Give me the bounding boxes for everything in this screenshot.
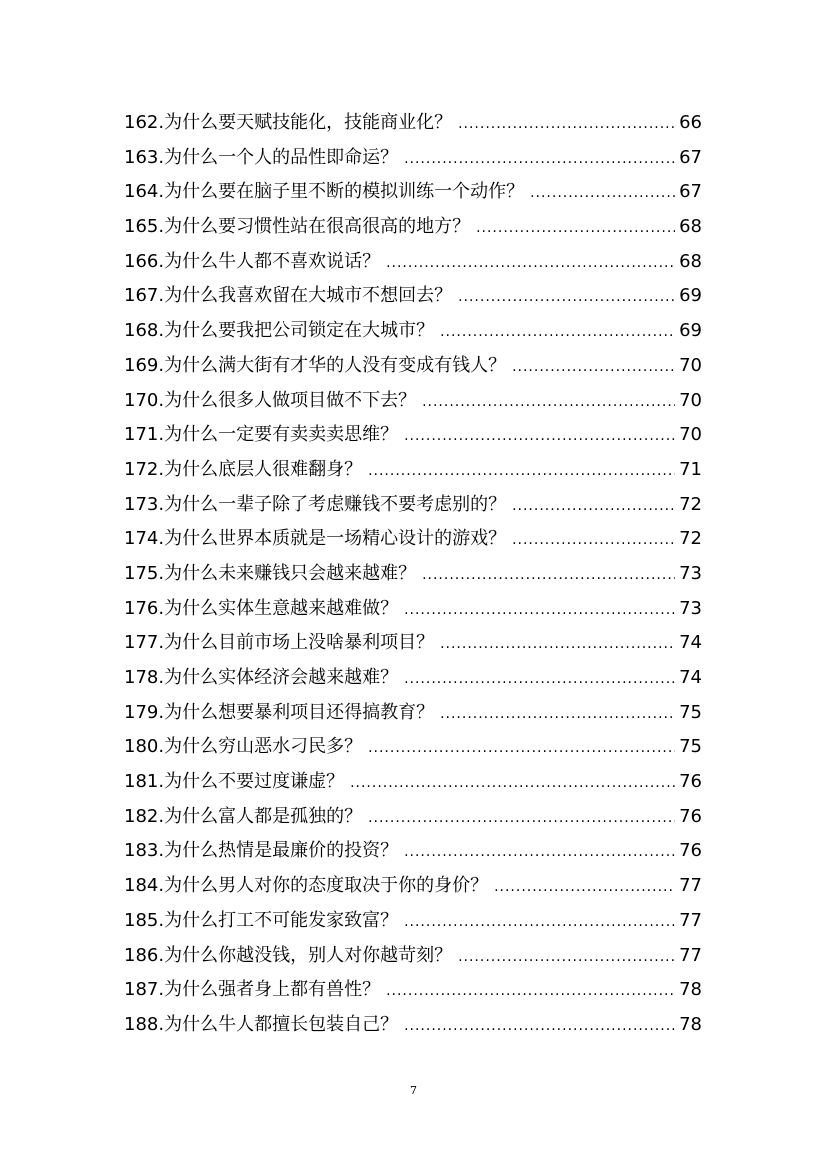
toc-entry-page: 78 (679, 1013, 702, 1035)
toc-entry-page: 71 (679, 458, 702, 480)
toc-leader-dots (512, 489, 675, 524)
toc-entry-page: 74 (679, 667, 702, 688)
toc-entry-page: 67 (679, 181, 702, 203)
toc-entry-title: 183.为什么热情是最廉价的投资？ (124, 840, 399, 862)
toc-entry-page: 67 (679, 146, 702, 168)
toc-leader-dots (422, 558, 675, 593)
toc-entry-page: 75 (679, 736, 702, 758)
toc-entry-title: 166.为什么牛人都不喜欢说话？ (124, 250, 381, 272)
toc-entry[interactable] (124, 141, 702, 176)
toc-entry-title: 171.为什么一定要有卖卖卖思维？ (124, 424, 399, 446)
toc-entry[interactable] (124, 384, 702, 419)
toc-leader-dots (404, 1009, 675, 1044)
toc-entry-title: 186.为什么你越没钱，别人对你越苛刻？ (124, 944, 453, 966)
toc-entry-title: 163.为什么一个人的品性即命运？ (124, 146, 399, 168)
toc-entry-page: 75 (679, 701, 702, 723)
toc-entry[interactable] (124, 869, 702, 904)
toc-leader-dots (368, 731, 675, 766)
page-number: 7 (410, 1084, 417, 1097)
toc-leader-dots (530, 176, 675, 211)
toc-entry-title: 185.为什么打工不可能发家致富？ (124, 909, 399, 931)
toc-entry-title: 170.为什么很多人做项目做不下去？ (124, 389, 417, 411)
toc-leader-dots (440, 697, 675, 732)
toc-leader-dots (512, 350, 675, 385)
toc-entry-title: 175.为什么未来赚钱只会越来越难？ (124, 562, 417, 584)
toc-leader-dots (368, 801, 675, 836)
toc-entry-page: 69 (679, 320, 702, 342)
toc-entry[interactable] (124, 453, 702, 488)
toc-entry[interactable] (124, 210, 702, 245)
toc-entry[interactable] (124, 418, 702, 453)
toc-entry[interactable] (124, 245, 702, 280)
toc-entry-title: 179.为什么想要暴利项目还得搞教育？ (124, 701, 435, 723)
toc-entry-title: 182.为什么富人都是孤独的？ (124, 805, 363, 827)
toc-leader-dots (440, 627, 675, 662)
toc-entry-page: 73 (679, 597, 702, 619)
toc-entry[interactable] (124, 834, 702, 869)
toc-leader-dots (458, 940, 675, 975)
toc-entry-title: 162.为什么要天赋技能化，技能商业化？ (124, 112, 453, 133)
toc-leader-dots (404, 662, 675, 697)
toc-entry-title: 174.为什么世界本质就是一场精心设计的游戏？ (124, 528, 507, 550)
toc-leader-dots (404, 142, 675, 177)
toc-entry-page: 76 (679, 771, 702, 793)
toc-entry[interactable] (124, 800, 702, 835)
toc-entry-page: 77 (679, 909, 702, 931)
toc-entry-page: 70 (679, 389, 702, 411)
toc-entry-title: 177.为什么目前市场上没啥暴利项目？ (124, 632, 435, 654)
toc-entry-title: 167.为什么我喜欢留在大城市不想回去？ (124, 285, 453, 307)
toc-entry-title: 176.为什么实体生意越来越难做？ (124, 597, 399, 619)
toc-entry-title: 188.为什么牛人都擅长包装自己？ (124, 1013, 399, 1035)
toc-entry-page: 76 (679, 805, 702, 827)
toc-entry-page: 76 (679, 840, 702, 862)
toc-entry[interactable] (124, 904, 702, 939)
toc-entry[interactable] (124, 279, 702, 314)
toc-entry-page: 72 (679, 528, 702, 550)
toc-entry[interactable] (124, 765, 702, 800)
toc-entry-page: 74 (679, 632, 702, 654)
toc-entry-page: 72 (679, 493, 702, 515)
toc-entry-page: 77 (679, 875, 702, 897)
toc-leader-dots (404, 835, 675, 870)
toc-entry-page: 70 (679, 354, 702, 376)
toc-entry[interactable] (124, 314, 702, 349)
toc-entry-page: 78 (679, 979, 702, 1001)
toc-entry-title: 168.为什么要我把公司锁定在大城市？ (124, 320, 435, 342)
toc-entry[interactable] (124, 557, 702, 592)
toc-entry[interactable] (124, 175, 702, 210)
toc-entry[interactable] (124, 1008, 702, 1043)
toc-leader-dots (404, 593, 675, 628)
toc-entry[interactable] (124, 349, 702, 384)
toc-entry[interactable] (124, 592, 702, 627)
toc-entry-title: 173.为什么一辈子除了考虑赚钱不要考虑别的？ (124, 493, 507, 515)
toc-entry-page: 68 (679, 216, 702, 238)
toc-entry-title: 181.为什么不要过度谦虚？ (124, 771, 345, 793)
toc-entry[interactable] (124, 730, 702, 765)
toc-leader-dots (386, 974, 675, 1009)
toc-leader-dots (350, 766, 675, 801)
toc-leader-dots (404, 905, 675, 940)
toc-leader-dots (440, 315, 675, 350)
toc-entry-page: 77 (679, 944, 702, 966)
toc-leader-dots (422, 385, 675, 420)
toc-entry[interactable] (124, 106, 702, 141)
toc-entry-title: 169.为什么满大街有才华的人没有变成有钱人？ (124, 354, 507, 376)
table-of-contents (124, 106, 702, 1043)
toc-entry[interactable] (124, 939, 702, 974)
toc-leader-dots (386, 246, 675, 281)
toc-leader-dots (512, 523, 675, 558)
toc-entry-page: 70 (679, 424, 702, 446)
toc-entry-page: 69 (679, 285, 702, 307)
toc-leader-dots (368, 454, 675, 489)
toc-entry[interactable] (124, 696, 702, 731)
toc-entry[interactable] (124, 626, 702, 661)
toc-entry-title: 172.为什么底层人很难翻身？ (124, 458, 363, 480)
toc-entry-title: 178.为什么实体经济会越来越难？ (124, 667, 399, 688)
toc-entry-title: 165.为什么要习惯性站在很高很高的地方？ (124, 216, 471, 238)
toc-entry[interactable] (124, 488, 702, 523)
toc-entry[interactable] (124, 973, 702, 1008)
toc-entry[interactable] (124, 661, 702, 696)
toc-leader-dots (494, 870, 675, 905)
toc-leader-dots (458, 280, 675, 315)
toc-leader-dots (404, 419, 675, 454)
toc-entry-page: 73 (679, 562, 702, 584)
toc-entry[interactable] (124, 522, 702, 557)
toc-entry-title: 164.为什么要在脑子里不断的模拟训练一个动作？ (124, 181, 525, 203)
toc-leader-dots (458, 107, 675, 142)
toc-leader-dots (476, 211, 675, 246)
toc-entry-title: 187.为什么强者身上都有兽性？ (124, 979, 381, 1001)
toc-entry-title: 180.为什么穷山恶水刁民多？ (124, 736, 363, 758)
toc-entry-page: 66 (679, 112, 702, 133)
toc-entry-title: 184.为什么男人对你的态度取决于你的身价？ (124, 875, 489, 897)
toc-entry-page: 68 (679, 250, 702, 272)
